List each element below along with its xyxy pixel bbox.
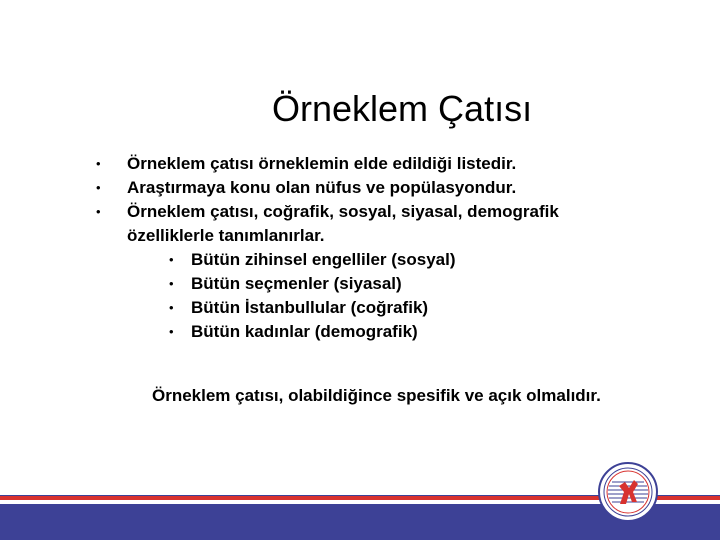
bullet-item	[96, 176, 616, 200]
bullet-text: Örneklem çatısı, coğrafik, sosyal, siyasal, demografik özelliklerle tanımlanırlar.	[127, 202, 559, 245]
sub-bullet-item	[169, 320, 616, 344]
sub-bullet-list	[127, 248, 616, 344]
closing-statement: Örneklem çatısı, olabildiğince spesifik ve açık olmalıdır.	[152, 386, 601, 405]
sub-bullet-glyph: •	[169, 276, 174, 291]
bullet-glyph: •	[96, 204, 101, 219]
sub-bullet-item	[169, 296, 616, 320]
sub-bullet-text: Bütün kadınlar (demografik)	[191, 322, 418, 341]
bullet-text: Araştırmaya konu olan nüfus ve popülasyondur.	[127, 178, 517, 197]
sub-bullet-item	[169, 248, 616, 272]
sub-bullet-text: Bütün İstanbullular (coğrafik)	[191, 298, 429, 317]
sub-bullet-glyph: •	[169, 252, 174, 267]
sub-bullet-text: Bütün seçmenler (siyasal)	[191, 274, 402, 293]
bullet-item	[96, 152, 616, 176]
bullet-glyph: •	[96, 156, 101, 171]
sub-bullet-item	[169, 272, 616, 296]
bullet-list	[96, 152, 616, 344]
sub-bullet-glyph: •	[169, 324, 174, 339]
bullet-text: Örneklem çatısı örneklemin elde edildiği listedir.	[127, 154, 517, 173]
sub-bullet-glyph: •	[169, 300, 174, 315]
sub-bullet-text: Bütün zihinsel engelliler (sosyal)	[191, 250, 456, 269]
bullet-glyph: •	[96, 180, 101, 195]
slide-title: Örneklem Çatısı	[272, 88, 533, 129]
university-seal-icon	[598, 462, 658, 522]
bullet-item	[96, 200, 616, 344]
